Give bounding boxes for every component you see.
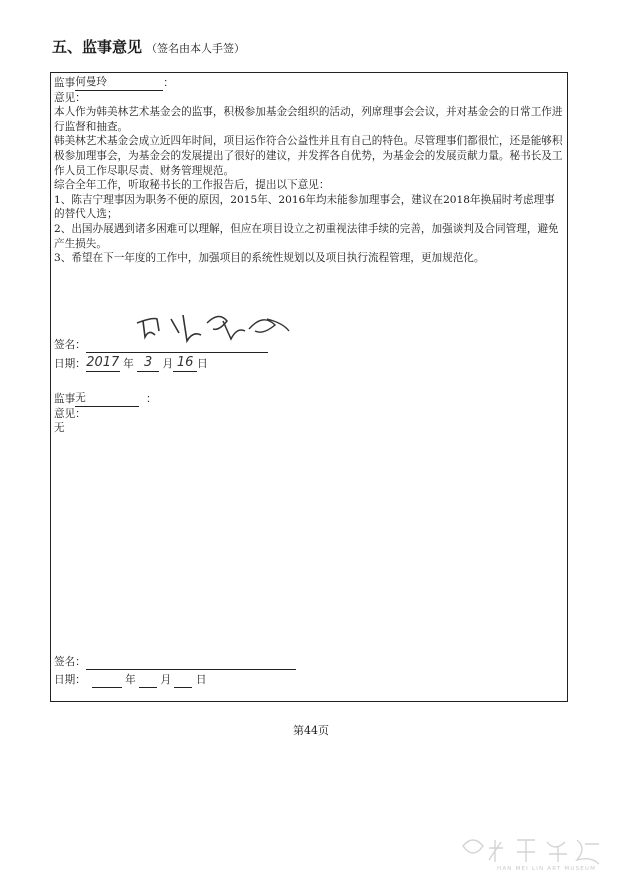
supervisor2-day-char: 日 bbox=[195, 674, 207, 686]
supervisor2-sign-row bbox=[54, 655, 563, 670]
supervisor1-paragraph: 3、希望在下一年度的工作中，加强项目的系统性规划以及项目执行流程管理，更加规范化。 bbox=[54, 252, 485, 265]
supervisor1-date-year: 2017 bbox=[86, 355, 120, 370]
supervisor1-sign-row bbox=[54, 338, 563, 353]
supervisor1-label: 监事 bbox=[54, 77, 76, 89]
supervisor1-date-label: 日期： bbox=[54, 358, 86, 370]
supervisor2-sign-label: 签名： bbox=[54, 656, 86, 668]
supervisor1-paragraph: 综合全年工作，听取秘书长的工作报告后，提出以下意见： bbox=[54, 179, 330, 192]
supervisor1-paragraph: 本人作为韩美林艺术基金会的监事，积极参加基金会组织的活动，列席理事会会议，并对基金会的日常工作进行监督和抽查。 bbox=[54, 106, 563, 133]
supervisor2-name: 无 bbox=[75, 392, 86, 404]
supervisor2-opinion: 无 bbox=[54, 422, 65, 435]
supervisor2-month-char: 月 bbox=[160, 674, 172, 686]
watermark-text: HAN MEI LIN ART MUSEUM bbox=[497, 866, 597, 872]
supervisor1-colon: ： bbox=[163, 77, 174, 89]
supervisor2-name-row bbox=[54, 391, 563, 407]
supervisor2-name-field bbox=[75, 391, 139, 407]
supervisor1-sign-line bbox=[86, 339, 268, 353]
supervisor2-colon: ： bbox=[145, 393, 157, 405]
supervisor1-name: 何曼玲 bbox=[75, 76, 107, 88]
supervisor1-date-row bbox=[54, 356, 563, 372]
supervisor1-block bbox=[54, 75, 563, 266]
supervisor1-sign-label: 签名： bbox=[54, 339, 86, 351]
supervisor2-label: 监事 bbox=[54, 393, 76, 405]
supervisor1-name-field bbox=[75, 75, 163, 91]
supervisor2-date-label: 日期： bbox=[54, 674, 86, 686]
supervisor2-opinion-label: 意见： bbox=[54, 407, 86, 420]
supervisor1-paragraph: 韩美林艺术基金会成立近四年时间，项目运作符合公益性并且有自己的特色。尽管理事们都很忙，还是能够积极参加理事会，为基金会的发展提出了很好的建议，并发挥各自优势，为基金会的发展贡献力量。秘书长及工作人员工作尽职尽责、财务管理规范。 bbox=[54, 135, 563, 177]
section-note: （签名由本人手签） bbox=[146, 42, 246, 55]
supervisor2-sign-line bbox=[86, 656, 296, 670]
supervisor1-opinion-label: 意见： bbox=[54, 91, 86, 104]
supervisor1-day-char: 日 bbox=[197, 358, 208, 370]
supervisor2-date-row bbox=[54, 673, 563, 688]
supervisor1-date-month: 3 bbox=[137, 356, 159, 372]
supervisor1-name-row bbox=[54, 75, 563, 91]
supervisor2-date-day-blank bbox=[174, 675, 192, 688]
supervisor2-year-char: 年 bbox=[125, 674, 136, 686]
page-number: 第44页 bbox=[293, 724, 329, 737]
supervisor1-date-day: 16 bbox=[173, 356, 197, 372]
supervisor1-paragraph: 1、陈吉宁理事因为职务不便的原因，2015年、2016年均未能参加理事会，建议在2018年换届时考虑理事的替代人选； bbox=[54, 193, 555, 221]
supervisor1-month-char: 月 bbox=[162, 358, 174, 370]
opinion-box bbox=[50, 72, 568, 702]
supervisor2-date-month-blank bbox=[139, 675, 157, 688]
supervisor1-year-char: 年 bbox=[123, 358, 134, 370]
section-title bbox=[52, 36, 245, 57]
museum-logo-watermark bbox=[455, 832, 615, 868]
supervisor2-block bbox=[54, 391, 563, 436]
supervisor1-paragraph: 2、出国办展遇到诸多困难可以理解，但应在项目设立之初重视法律手续的完善，加强谈判及合同管理，避免产生损失。 bbox=[54, 222, 559, 250]
section-heading: 五、监事意见 bbox=[52, 38, 143, 56]
supervisor2-date-year-blank bbox=[92, 675, 122, 688]
